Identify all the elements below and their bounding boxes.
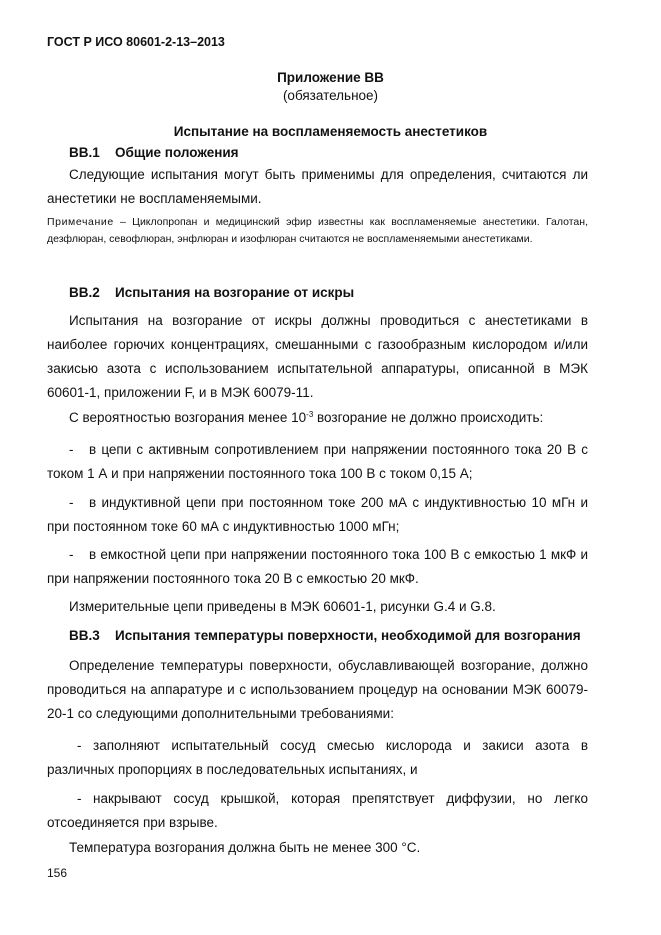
- note-text: – Циклопропан и медицинский эфир известны как воспламеняемые анестетики. Галотан, дезфлюран, севофлюран, энфлюран и изофлюран считаются не воспламеняемыми анестетиками.: [47, 216, 588, 245]
- list-item-text: в цепи с активным сопротивлением при напряжении постоянного тока 20 В с током 1 А и при напряжении постоянного тока 100 В с током 0,15 А;: [47, 442, 588, 481]
- section-title: Общие положения: [115, 145, 239, 160]
- list-item-text: заполняют испытательный сосуд смесью кислорода и закиси азота в различных пропорциях в последовательных испытаниях, и: [47, 738, 588, 777]
- list-item: [47, 787, 588, 835]
- list-item-text: накрывают сосуд крышкой, которая препятствует диффузии, но легко отсоединяется при взрыве.: [47, 791, 588, 830]
- paragraph: Испытания на возгорание от искры должны проводиться с анестетиками в наиболее горючих концентрациях, смешанными с газообразным кислородом и/или закисью азота с использованием испытательной аппаратуры, описанной в МЭК 60601-1, приложении F, и в МЭК 60079-11.: [47, 313, 588, 400]
- section-number: ВВ.3: [69, 628, 100, 643]
- dash-bullet: -: [69, 442, 74, 457]
- note: [47, 214, 588, 248]
- paragraph: Следующие испытания могут быть применимы для определения, считаются ли анестетики не воспламеняемыми.: [47, 167, 588, 206]
- note-label: Примечание: [47, 216, 114, 228]
- standard-header: ГОСТ Р ИСО 80601-2-13–2013: [47, 35, 225, 49]
- section-number: ВВ.2: [69, 285, 100, 300]
- paragraph: [69, 410, 543, 425]
- section-number: ВВ.1: [69, 145, 100, 160]
- dash-bullet: -: [69, 495, 74, 510]
- page-number: 156: [47, 866, 68, 880]
- list-item-text: в индуктивной цепи при постоянном токе 200 мА с индуктивностью 10 мГн и при постоянном токе 60 мА с индуктивностью 1000 мГн;: [47, 495, 588, 534]
- dash-bullet: -: [77, 738, 82, 753]
- dash-bullet: -: [69, 547, 74, 562]
- section-title: Испытания температуры поверхности, необходимой для возгорания: [115, 628, 581, 643]
- section-title: Испытания на возгорание от искры: [115, 285, 355, 300]
- list-item: [47, 543, 588, 591]
- section-heading-bb1: [69, 145, 239, 160]
- text: возгорание не должно происходить:: [313, 410, 544, 425]
- section-heading-bb2: [69, 285, 354, 300]
- text: С вероятностью возгорания менее 10: [69, 410, 307, 425]
- paragraph: Измерительные цепи приведены в МЭК 60601-1, рисунки G.4 и G.8.: [69, 599, 496, 614]
- paragraph: Температура возгорания должна быть не менее 300 °С.: [69, 840, 421, 855]
- list-item: [47, 734, 588, 782]
- list-item: [47, 491, 588, 539]
- exponent: -3: [306, 410, 314, 419]
- paragraph: Определение температуры поверхности, обуславливающей возгорание, должно проводиться на аппаратуре и с использованием процедур на основании МЭК 60079-20-1 со следующими дополнительными требованиями:: [47, 658, 588, 721]
- list-item-text: в емкостной цепи при напряжении постоянного тока 100 В с емкостью 1 мкФ и при напряжении постоянного тока 20 В с емкостью 20 мкФ.: [47, 547, 588, 586]
- appendix-subtitle: (обязательное): [282, 88, 379, 103]
- section-heading-bb3: [69, 628, 581, 643]
- appendix-title: Приложение ВВ: [277, 70, 384, 85]
- main-title: Испытание на воспламеняемость анестетиков: [173, 124, 488, 139]
- dash-bullet: -: [77, 791, 82, 806]
- list-item: [47, 438, 588, 486]
